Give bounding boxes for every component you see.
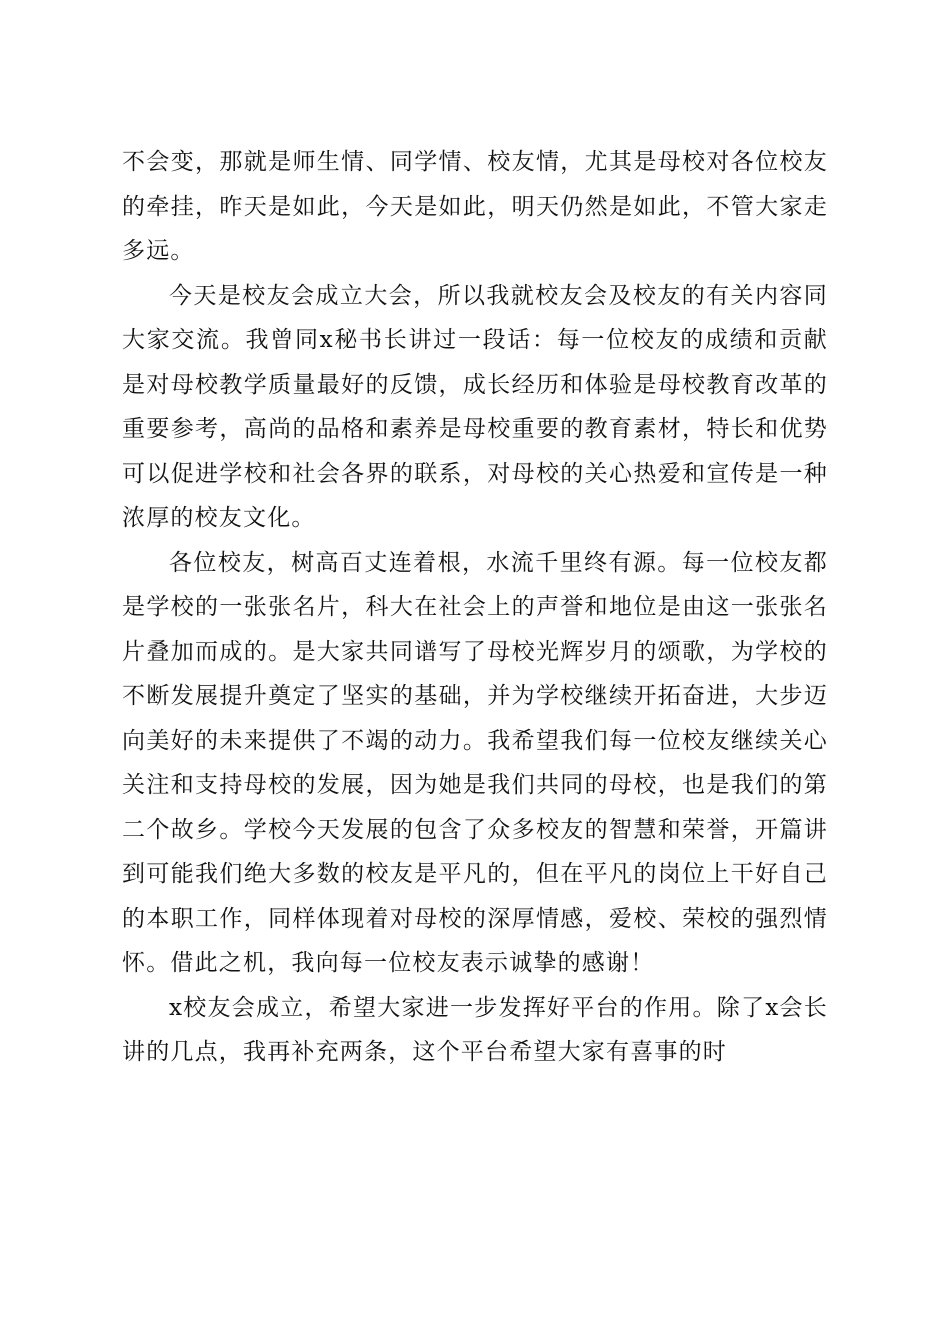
paragraph-alumni-association: 今天是校友会成立大会，所以我就校友会及校友的有关内容同大家交流。我曾同x秘书长讲过一段话：每一位校友的成绩和贡献是对母校教学质量最好的反馈，成长经历和体验是母校教育改革的重要参考，高尚的品格和素养是母校重要的教育素材，特长和优势可以促进学校和社会各界的联系，对母校的关心热爱和宣传是一种浓厚的校友文化。 <box>122 282 828 531</box>
paragraph-platform: x校友会成立，希望大家进一步发挥好平台的作用。除了x会长讲的几点，我再补充两条，这个平台希望大家有喜事的时 <box>122 994 828 1065</box>
paragraph-alumni-thanks: 各位校友，树高百丈连着根，水流千里终有源。每一位校友都是学校的一张张名片，科大在社会上的声誉和地位是由这一张张名片叠加而成的。是大家共同谱写了母校光辉岁月的颂歌，为学校的不断发展提升奠定了坚实的基础，并为学校继续开拓奋进，大步迈向美好的未来提供了不竭的动力。我希望我们每一位校友继续关心关注和支持母校的发展，因为她是我们共同的母校，也是我们的第二个故乡。学校今天发展的包含了众多校友的智慧和荣誉，开篇讲到可能我们绝大多数的校友是平凡的，但在平凡的岗位上干好自己的本职工作，同样体现着对母校的深厚情感，爱校、荣校的强烈情怀。借此之机，我向每一位校友表示诚挚的感谢！ <box>122 549 828 976</box>
paragraph-continuation: 不会变，那就是师生情、同学情、校友情，尤其是母校对各位校友的牵挂，昨天是如此，今天是如此，明天仍然是如此，不管大家走多远。 <box>122 149 828 264</box>
document-page <box>122 140 828 1075</box>
